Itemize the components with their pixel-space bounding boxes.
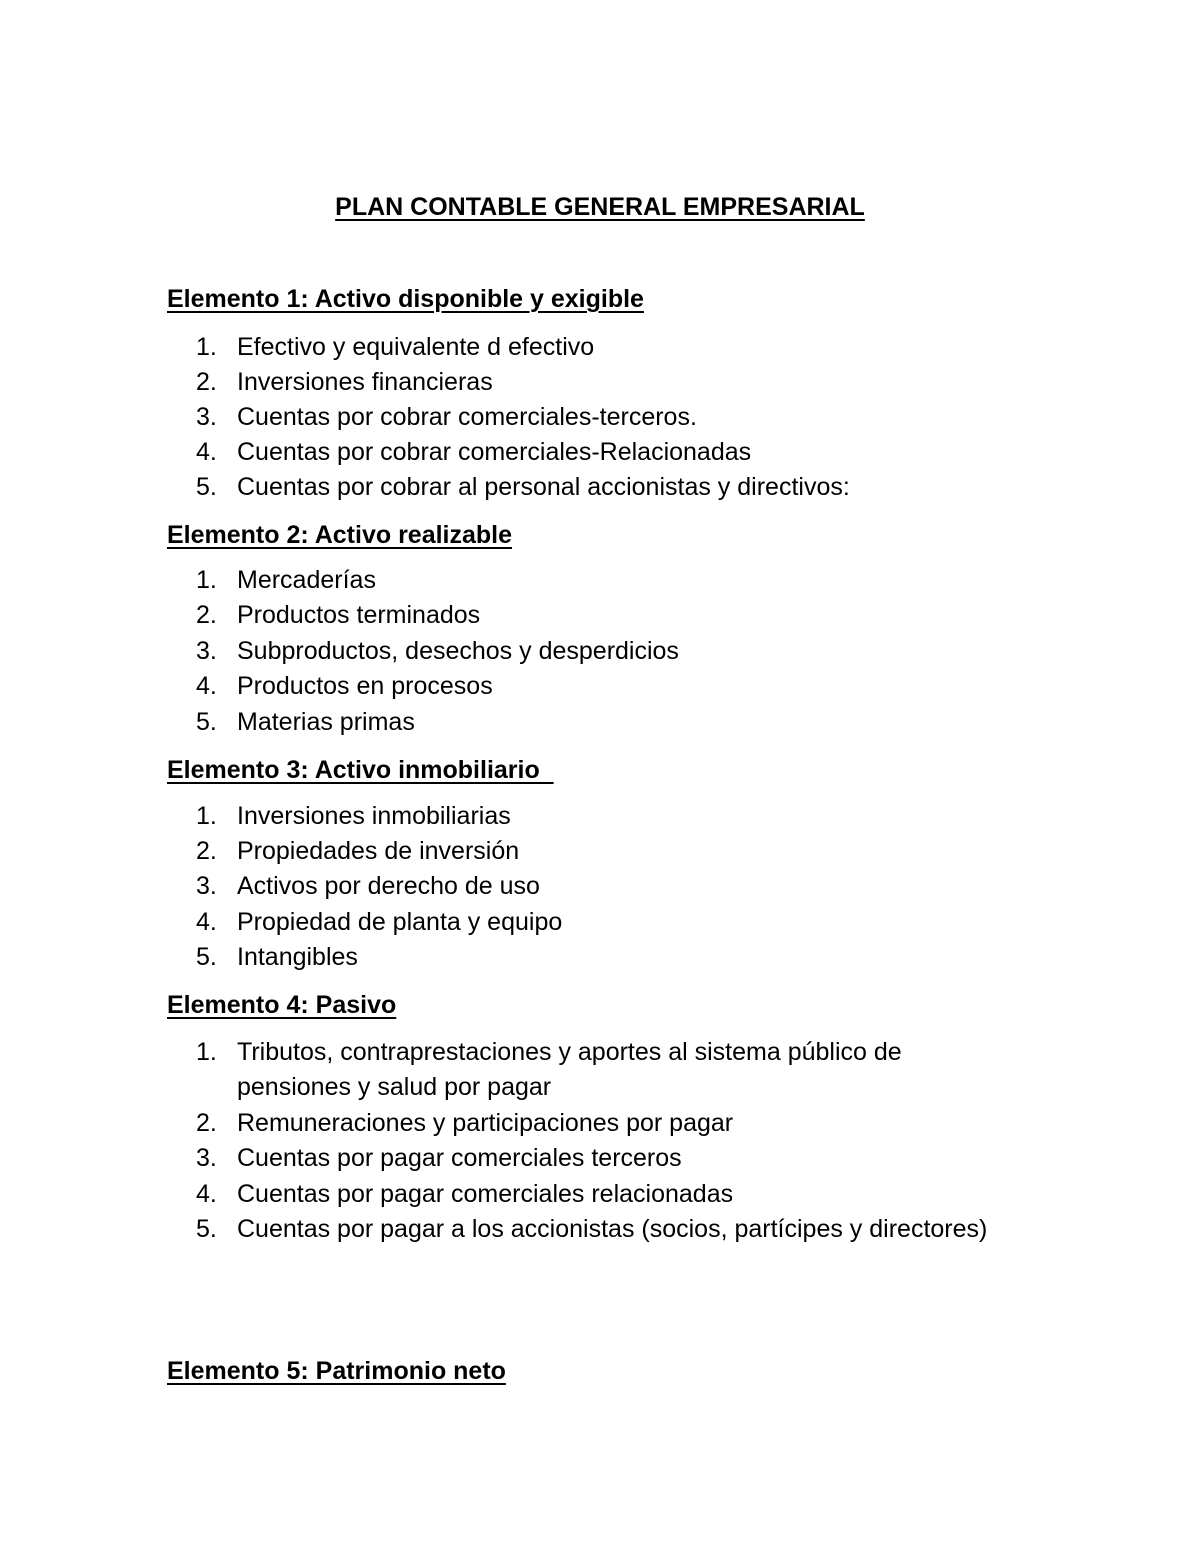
list-item-label: Cuentas por cobrar comerciales-Relacionadas [237, 438, 752, 466]
list-item-label: Intangibles [237, 943, 358, 971]
section-heading-elemento-1: Elemento 1: Activo disponible y exigible [167, 285, 644, 313]
list-item-label: Subproductos, desechos y desperdicios [237, 637, 679, 665]
list-item-label: Inversiones inmobiliarias [237, 802, 511, 830]
list-item-number: 3. [196, 403, 217, 431]
list-item [0, 1035, 1200, 1105]
list-item-number: 3. [196, 637, 217, 665]
list-item-label: Inversiones financieras [237, 368, 493, 396]
list-item-number: 4. [196, 1180, 217, 1208]
list-item-number: 5. [196, 708, 217, 736]
list-item-label: Cuentas por pagar a los accionistas (socios, partícipes y directores) [237, 1215, 988, 1243]
list-item-label: Tributos, contraprestaciones y aportes al sistema público de pensiones y salud por pagar [237, 1038, 902, 1101]
list-item-number: 1. [196, 566, 217, 594]
section-heading-elemento-3: Elemento 3: Activo inmobiliario [167, 756, 554, 784]
section-heading-elemento-4: Elemento 4: Pasivo [167, 991, 397, 1019]
list-item-number: 3. [196, 1144, 217, 1172]
list-item-number: 1. [196, 802, 217, 830]
list-item-label: Cuentas por pagar comerciales terceros [237, 1144, 682, 1172]
list-item-number: 2. [196, 601, 217, 629]
section-heading-elemento-5: Elemento 5: Patrimonio neto [167, 1357, 506, 1385]
list-item-number: 2. [196, 368, 217, 396]
list-item-number: 4. [196, 908, 217, 936]
list-item-number: 3. [196, 872, 217, 900]
list-item-label: Efectivo y equivalente d efectivo [237, 333, 595, 361]
list-item-number: 4. [196, 672, 217, 700]
list-item-number: 4. [196, 438, 217, 466]
list-item-number: 1. [196, 1038, 217, 1066]
list-item-label: Cuentas por cobrar al personal accionistas y directivos: [237, 473, 850, 501]
list-item-label: Cuentas por pagar comerciales relacionadas [237, 1180, 734, 1208]
document-title: PLAN CONTABLE GENERAL EMPRESARIAL [335, 193, 865, 221]
list-item-label: Mercaderías [237, 566, 376, 594]
list-item-label: Propiedades de inversión [237, 837, 520, 865]
list-item-label: Productos terminados [237, 601, 481, 629]
list-item-label: Cuentas por cobrar comerciales-terceros. [237, 403, 697, 431]
list-item-number: 2. [196, 837, 217, 865]
list-item-label: Remuneraciones y participaciones por pagar [237, 1109, 734, 1137]
list-item-label: Propiedad de planta y equipo [237, 908, 563, 936]
list-item-number: 5. [196, 473, 217, 501]
section-heading-elemento-2: Elemento 2: Activo realizable [167, 521, 513, 549]
list-item-label: Productos en procesos [237, 672, 493, 700]
list-item-number: 5. [196, 943, 217, 971]
list-item-number: 1. [196, 333, 217, 361]
list-item-number: 5. [196, 1215, 217, 1243]
list-item-number: 2. [196, 1109, 217, 1137]
list-item-label: Materias primas [237, 708, 415, 736]
list-item-label: Activos por derecho de uso [237, 872, 540, 900]
